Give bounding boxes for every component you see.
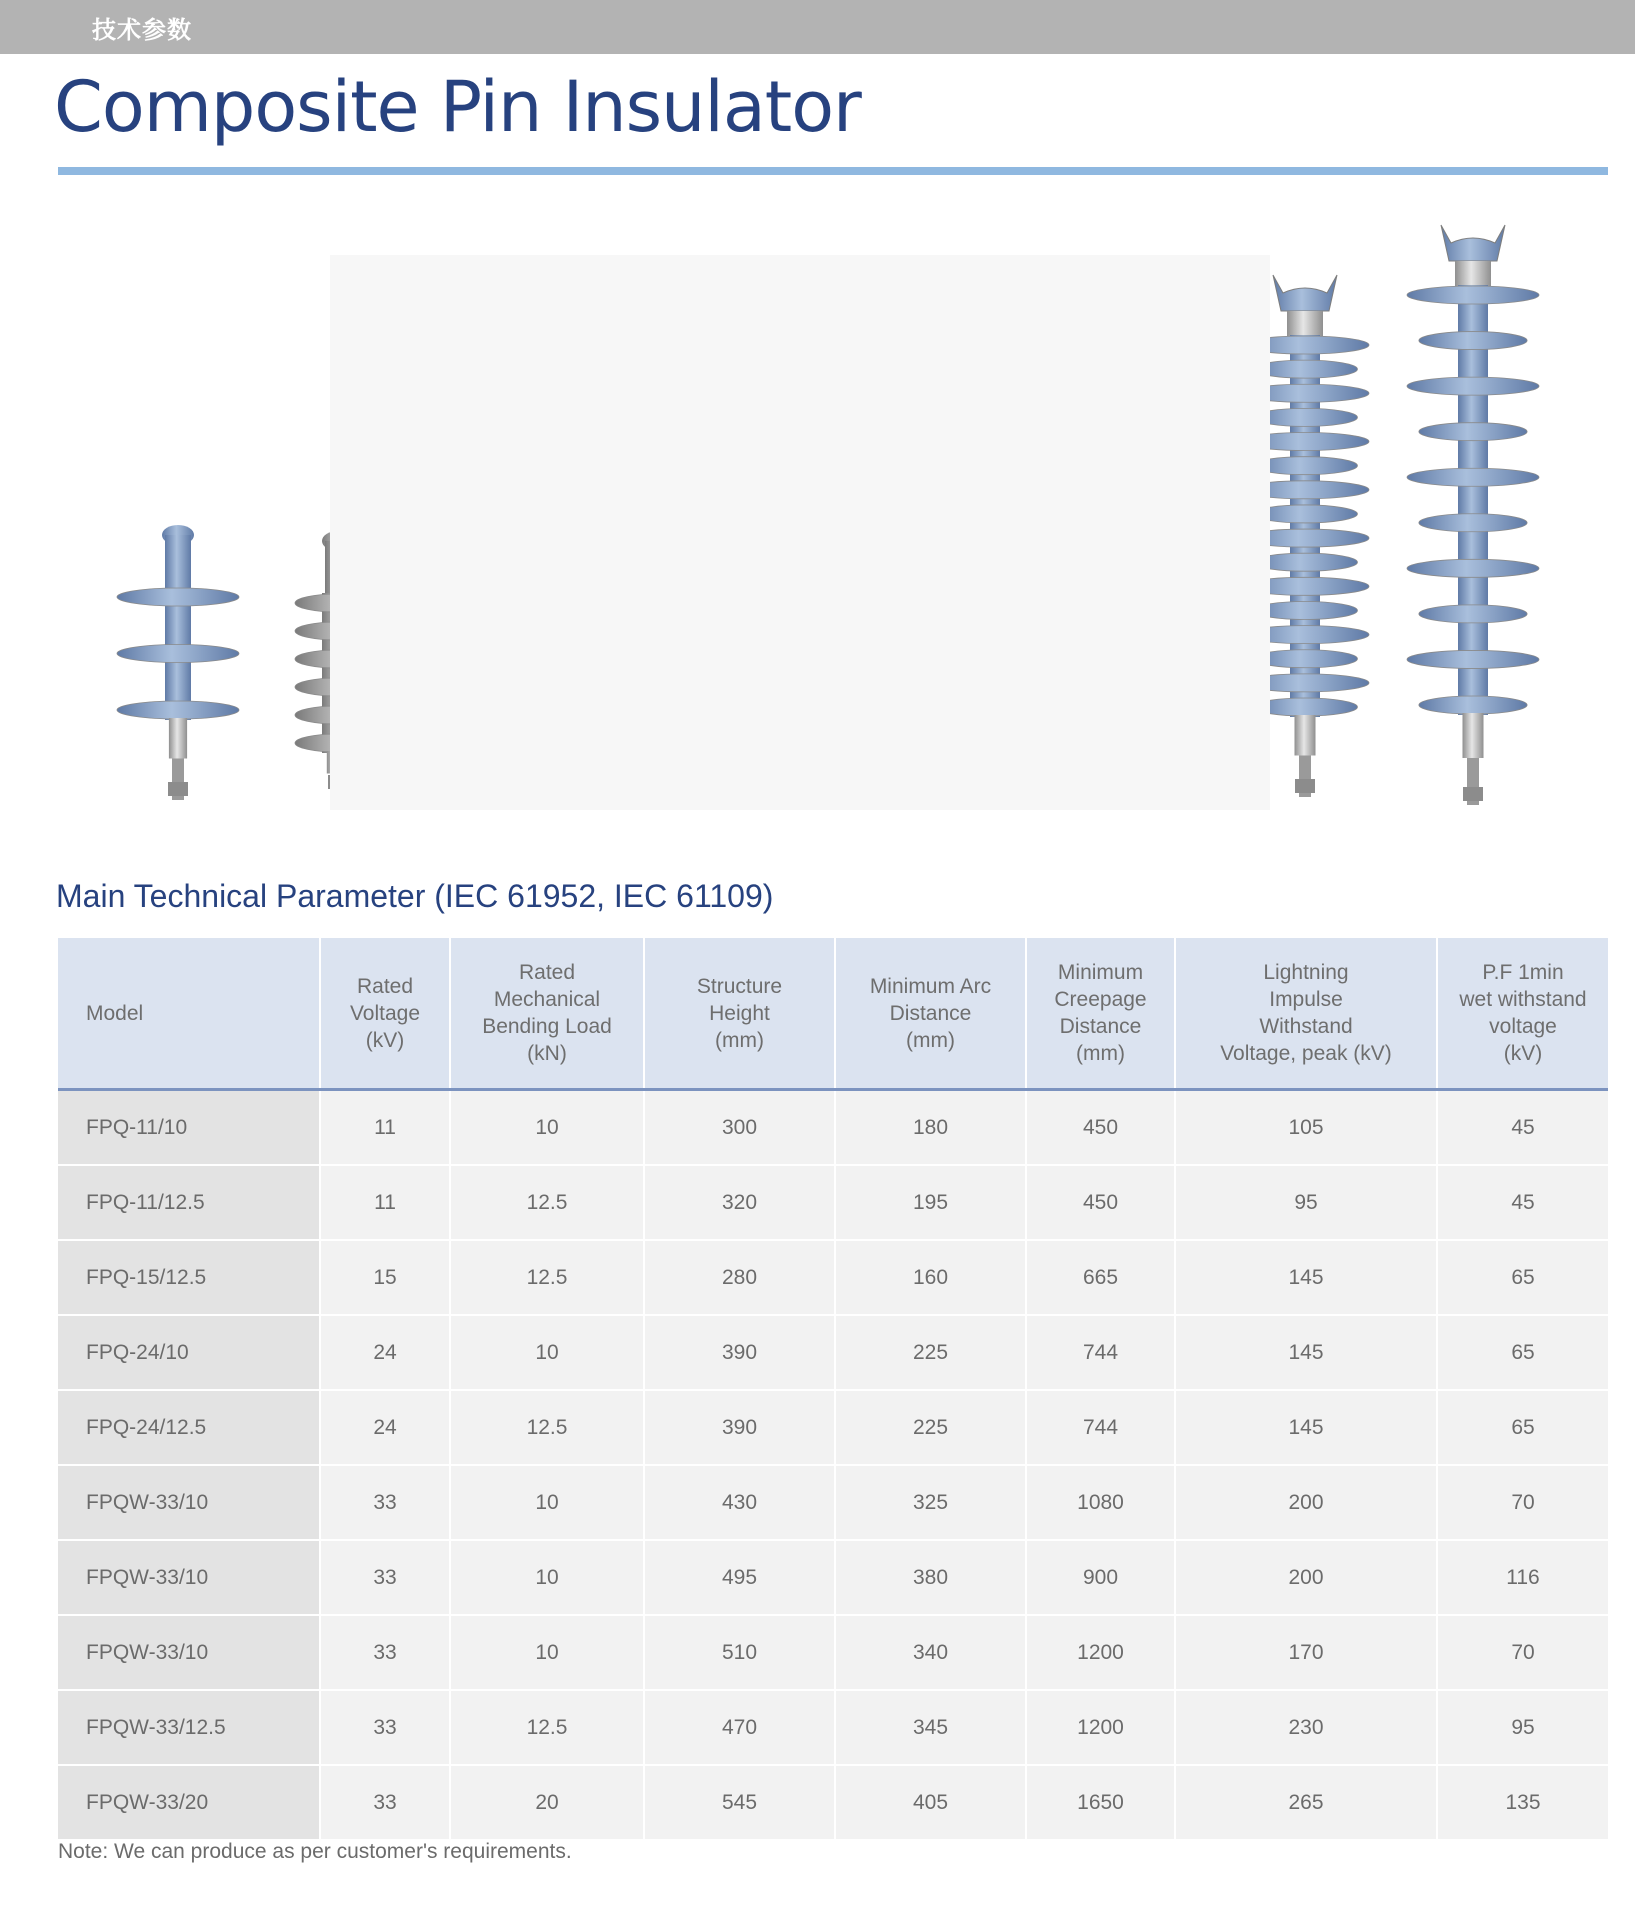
value-cell: 280 (644, 1240, 835, 1315)
value-cell: 33 (320, 1765, 450, 1840)
value-cell: 345 (835, 1690, 1026, 1765)
parameter-table (58, 938, 1608, 1841)
value-cell: 70 (1437, 1615, 1608, 1690)
column-header-line: Mechanical (493, 988, 601, 1011)
value-cell: 145 (1175, 1240, 1437, 1315)
column-header-line: P.F 1min (1482, 961, 1564, 984)
value-cell: 225 (835, 1315, 1026, 1390)
model-cell: FPQ-24/12.5 (58, 1390, 320, 1465)
value-cell: 665 (1026, 1240, 1175, 1315)
column-header-line: Distance (889, 1001, 972, 1025)
value-cell: 10 (450, 1615, 644, 1690)
table-row (58, 1315, 1608, 1390)
section-label: 技术参数 (92, 16, 192, 44)
value-cell: 95 (1175, 1165, 1437, 1240)
value-cell: 325 (835, 1465, 1026, 1540)
insulator-figure (117, 525, 239, 800)
value-cell: 390 (644, 1315, 835, 1390)
column-header-line: (kV) (1503, 1042, 1543, 1065)
value-cell: 744 (1026, 1390, 1175, 1465)
model-cell: FPQW-33/12.5 (58, 1690, 320, 1765)
column-header (1437, 938, 1608, 1090)
title-divider (58, 167, 1608, 175)
value-cell: 200 (1175, 1540, 1437, 1615)
table-row (58, 1765, 1608, 1840)
model-cell: FPQW-33/10 (58, 1615, 320, 1690)
value-cell: 225 (835, 1390, 1026, 1465)
value-cell: 145 (1175, 1390, 1437, 1465)
column-header-line: (kV) (365, 1028, 405, 1052)
column-header-line: Voltage (349, 1001, 421, 1025)
column-header-line: Model (86, 1001, 144, 1025)
column-header-line: Bending Load (482, 1015, 612, 1038)
photo-backdrop (330, 255, 1270, 810)
column-header-line: Structure (696, 974, 783, 998)
value-cell: 510 (644, 1615, 835, 1690)
table-row (58, 1165, 1608, 1240)
value-cell: 135 (1437, 1765, 1608, 1840)
value-cell: 45 (1437, 1090, 1608, 1166)
column-header-line: wet withstand (1459, 988, 1587, 1011)
column-header (644, 938, 835, 1090)
column-header (58, 938, 320, 1090)
insulator-figure (1407, 225, 1539, 805)
value-cell: 95 (1437, 1690, 1608, 1765)
table-row (58, 1540, 1608, 1615)
value-cell: 450 (1026, 1090, 1175, 1166)
model-cell: FPQ-15/12.5 (58, 1240, 320, 1315)
column-header-line: Distance (1059, 1015, 1142, 1038)
footnote: Note: We can produce as per customer's requirements. (58, 1840, 572, 1863)
value-cell: 33 (320, 1465, 450, 1540)
table-header-row (58, 938, 1608, 1090)
value-cell: 495 (644, 1540, 835, 1615)
value-cell: 11 (320, 1165, 450, 1240)
value-cell: 170 (1175, 1615, 1437, 1690)
value-cell: 10 (450, 1465, 644, 1540)
value-cell: 320 (644, 1165, 835, 1240)
column-header-line: voltage (1489, 1015, 1557, 1038)
value-cell: 300 (644, 1090, 835, 1166)
value-cell: 160 (835, 1240, 1026, 1315)
table-row (58, 1615, 1608, 1690)
column-header-line: Rated (518, 961, 576, 984)
value-cell: 10 (450, 1315, 644, 1390)
value-cell: 545 (644, 1765, 835, 1840)
column-header-line: Creepage (1054, 988, 1147, 1011)
value-cell: 1080 (1026, 1465, 1175, 1540)
value-cell: 10 (450, 1090, 644, 1166)
column-header-line: Voltage, peak (kV) (1220, 1042, 1392, 1065)
model-cell: FPQ-11/12.5 (58, 1165, 320, 1240)
value-cell: 390 (644, 1390, 835, 1465)
value-cell: 380 (835, 1540, 1026, 1615)
value-cell: 12.5 (450, 1240, 644, 1315)
page-title: Composite Pin Insulator (54, 66, 861, 148)
column-header-line: Minimum (1057, 961, 1144, 984)
column-header-line: Minimum Arc (869, 974, 992, 998)
value-cell: 340 (835, 1615, 1026, 1690)
column-header-line: (kN) (527, 1042, 567, 1065)
value-cell: 230 (1175, 1690, 1437, 1765)
value-cell: 15 (320, 1240, 450, 1315)
model-cell: FPQ-24/10 (58, 1315, 320, 1390)
table-row (58, 1690, 1608, 1765)
column-header (1026, 938, 1175, 1090)
value-cell: 430 (644, 1465, 835, 1540)
value-cell: 450 (1026, 1165, 1175, 1240)
column-header (320, 938, 450, 1090)
value-cell: 33 (320, 1615, 450, 1690)
value-cell: 195 (835, 1165, 1026, 1240)
column-header-line: Withstand (1259, 1015, 1353, 1038)
top-banner (0, 0, 1635, 54)
column-header (835, 938, 1026, 1090)
value-cell: 12.5 (450, 1690, 644, 1765)
value-cell: 116 (1437, 1540, 1608, 1615)
column-header-line: (mm) (715, 1028, 764, 1052)
table-row (58, 1090, 1608, 1166)
value-cell: 65 (1437, 1315, 1608, 1390)
value-cell: 1200 (1026, 1690, 1175, 1765)
value-cell: 744 (1026, 1315, 1175, 1390)
table-row (58, 1390, 1608, 1465)
value-cell: 33 (320, 1540, 450, 1615)
value-cell: 1200 (1026, 1615, 1175, 1690)
model-cell: FPQW-33/10 (58, 1540, 320, 1615)
value-cell: 45 (1437, 1165, 1608, 1240)
column-header-line: Lightning (1263, 961, 1349, 984)
column-header (450, 938, 644, 1090)
value-cell: 65 (1437, 1240, 1608, 1315)
column-header-line: (mm) (906, 1028, 955, 1052)
table-row (58, 1240, 1608, 1315)
value-cell: 470 (644, 1690, 835, 1765)
value-cell: 10 (450, 1540, 644, 1615)
value-cell: 1650 (1026, 1765, 1175, 1840)
column-header-line: Height (709, 1001, 770, 1025)
table-subtitle: Main Technical Parameter (IEC 61952, IEC 61109) (56, 878, 774, 914)
column-header-line: (mm) (1076, 1042, 1125, 1065)
value-cell: 12.5 (450, 1390, 644, 1465)
value-cell: 265 (1175, 1765, 1437, 1840)
value-cell: 20 (450, 1765, 644, 1840)
value-cell: 200 (1175, 1465, 1437, 1540)
column-header (1175, 938, 1437, 1090)
model-cell: FPQW-33/10 (58, 1465, 320, 1540)
model-cell: FPQ-11/10 (58, 1090, 320, 1166)
value-cell: 24 (320, 1390, 450, 1465)
table-row (58, 1465, 1608, 1540)
value-cell: 33 (320, 1690, 450, 1765)
model-cell: FPQW-33/20 (58, 1765, 320, 1840)
column-header-line: Rated (356, 974, 414, 998)
value-cell: 12.5 (450, 1165, 644, 1240)
value-cell: 145 (1175, 1315, 1437, 1390)
value-cell: 65 (1437, 1390, 1608, 1465)
product-photo (60, 205, 1620, 825)
value-cell: 405 (835, 1765, 1026, 1840)
value-cell: 180 (835, 1090, 1026, 1166)
value-cell: 24 (320, 1315, 450, 1390)
value-cell: 900 (1026, 1540, 1175, 1615)
value-cell: 105 (1175, 1090, 1437, 1166)
value-cell: 11 (320, 1090, 450, 1166)
column-header-line: Impulse (1269, 988, 1343, 1011)
value-cell: 70 (1437, 1465, 1608, 1540)
